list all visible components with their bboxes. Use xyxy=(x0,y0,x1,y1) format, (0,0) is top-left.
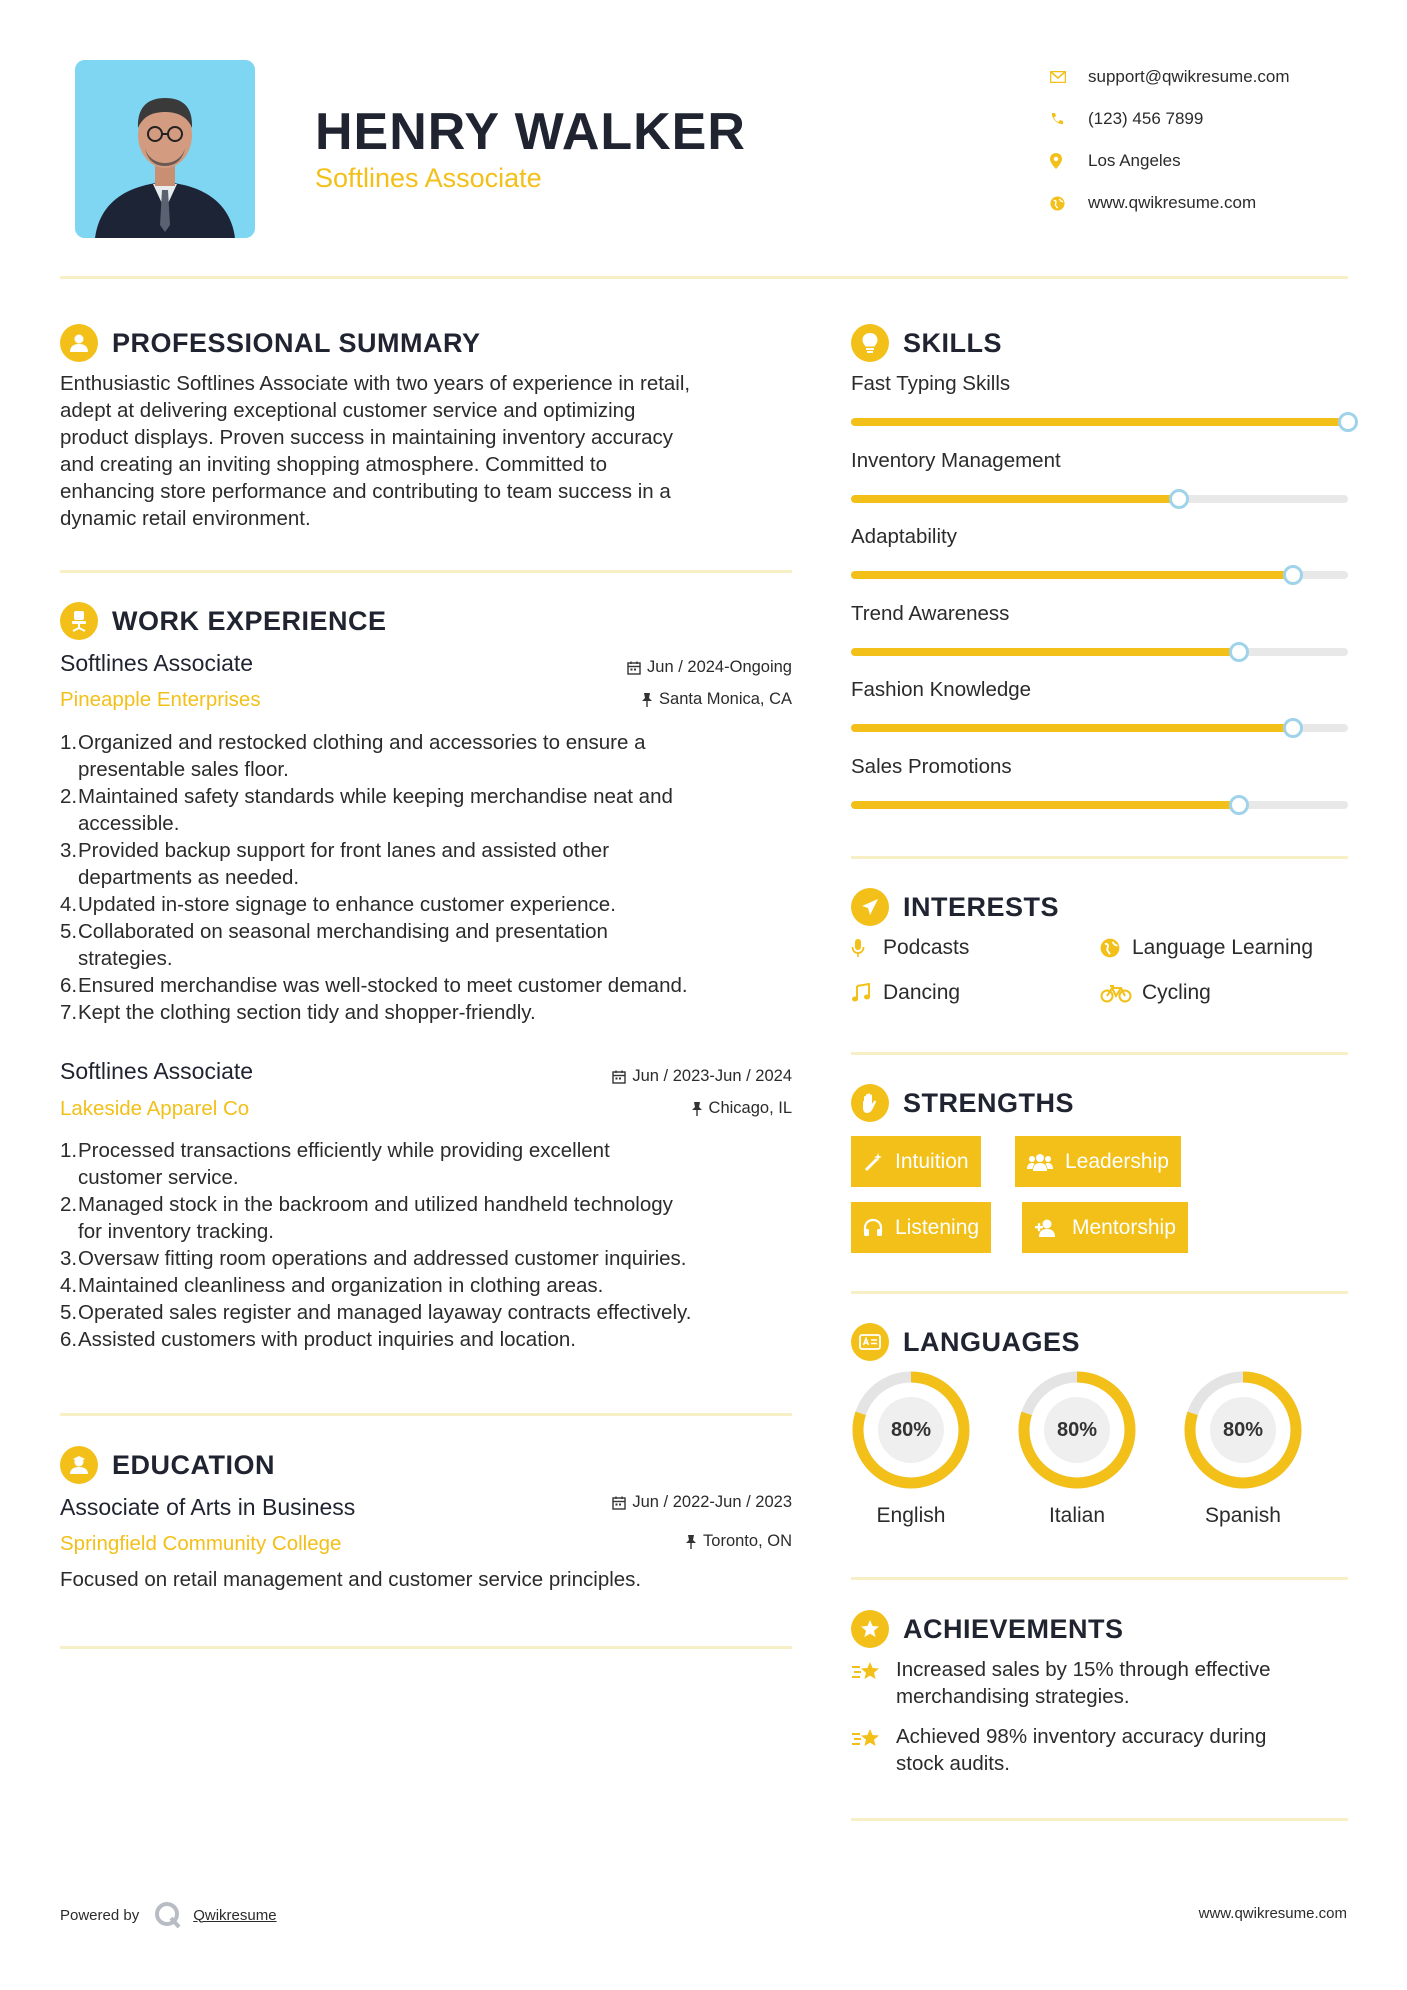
interest-cycling: Cycling xyxy=(1100,981,1211,1005)
section-divider xyxy=(851,1291,1348,1294)
achievement-item: Increased sales by 15% through effective merchandising strategies. xyxy=(851,1656,1271,1710)
contact-website[interactable] xyxy=(1050,182,1350,224)
header-divider xyxy=(60,276,1348,279)
list-item: 3. Provided backup support for front lanes and assisted other departments as needed. xyxy=(60,839,610,889)
section-divider xyxy=(851,1052,1348,1055)
school-name: Springfield Community College xyxy=(60,1532,342,1555)
globe-icon xyxy=(1050,196,1088,211)
job-1-title: Softlines Associate xyxy=(60,650,254,676)
map-pin-icon xyxy=(1050,153,1088,169)
language-percent: 80% xyxy=(1222,1418,1264,1441)
skill-bar-fill xyxy=(851,571,1293,579)
skill-item xyxy=(851,449,1349,503)
interest-podcasts: Podcasts xyxy=(851,936,969,960)
list-item: 4. Maintained cleanliness and organization in clothing areas. xyxy=(60,1274,604,1297)
section-divider xyxy=(60,1413,792,1416)
skills-heading: SKILLS xyxy=(851,324,1002,362)
degree-title: Associate of Arts in Business xyxy=(60,1494,356,1520)
footer-website[interactable]: www.qwikresume.com xyxy=(1198,1905,1347,1922)
footer-powered-by: Powered by Qwikresume xyxy=(60,1900,277,1930)
interest-dancing: Dancing xyxy=(851,981,960,1005)
skill-bar-track xyxy=(851,571,1348,579)
section-divider xyxy=(851,1818,1348,1821)
skill-item xyxy=(851,678,1349,732)
skill-bar-fill xyxy=(851,801,1239,809)
graduate-icon xyxy=(60,1446,98,1484)
language-card-icon xyxy=(851,1323,889,1361)
skill-level-knob xyxy=(1338,412,1358,432)
summary-heading: PROFESSIONAL SUMMARY xyxy=(60,324,481,362)
contact-block xyxy=(1050,56,1350,224)
skill-bar-fill xyxy=(851,724,1293,732)
shooting-star-icon xyxy=(851,1656,896,1710)
education-heading: EDUCATION xyxy=(60,1446,275,1484)
list-item: 2. Maintained safety standards while keeping merchandise neat and accessible. xyxy=(60,785,673,835)
education-description: Focused on retail management and customer service principles. xyxy=(60,1568,642,1591)
skill-level-knob xyxy=(1229,642,1249,662)
globe-icon xyxy=(1100,938,1132,958)
user-plus-icon xyxy=(1034,1218,1060,1238)
website-text: www.qwikresume.com xyxy=(1088,193,1257,212)
job-2-title: Softlines Associate xyxy=(60,1058,254,1084)
skill-bar-track xyxy=(851,418,1348,426)
bicycle-icon xyxy=(1100,983,1142,1003)
list-item: 2. Managed stock in the backroom and utilized handheld technology for inventory tracking. xyxy=(60,1193,673,1243)
skill-bar-track xyxy=(851,801,1348,809)
list-item: 3. Oversaw fitting room operations and addressed customer inquiries. xyxy=(60,1247,687,1270)
languages-heading: LANGUAGES xyxy=(851,1323,1080,1361)
list-item: 6. Assisted customers with product inquiries and location. xyxy=(60,1328,576,1351)
skill-label: Sales Promotions xyxy=(851,754,1012,778)
skill-item xyxy=(851,755,1349,809)
language-name: English xyxy=(876,1504,946,1527)
interests-heading: INTERESTS xyxy=(851,888,1059,926)
star-badge-icon xyxy=(851,1610,889,1648)
location-text: Los Angeles xyxy=(1088,151,1181,170)
chair-icon xyxy=(60,602,98,640)
paper-plane-icon xyxy=(851,888,889,926)
skill-level-knob xyxy=(1229,795,1249,815)
user-icon xyxy=(60,324,98,362)
job-1-location: Santa Monica, CA xyxy=(500,690,792,709)
skill-level-knob xyxy=(1283,565,1303,585)
users-icon xyxy=(1027,1152,1053,1172)
phone-icon xyxy=(1050,112,1088,126)
section-divider xyxy=(60,1646,792,1649)
achievement-item: Achieved 98% inventory accuracy during stock audits. xyxy=(851,1723,1266,1777)
job-1-duties xyxy=(60,729,798,1026)
magic-wand-icon xyxy=(863,1152,883,1172)
list-item: 4. Updated in-store signage to enhance customer experience. xyxy=(60,893,616,916)
strength-intuition: Intuition xyxy=(851,1136,981,1187)
skill-label: Trend Awareness xyxy=(851,601,1010,625)
contact-email[interactable] xyxy=(1050,56,1350,98)
interest-language-learning: Language Learning xyxy=(1100,936,1313,960)
profile-photo xyxy=(75,60,255,238)
headphones-icon xyxy=(863,1218,883,1238)
pushpin-icon xyxy=(691,1102,703,1116)
language-item xyxy=(1015,1368,1139,1528)
section-divider xyxy=(60,570,792,573)
microphone-icon xyxy=(851,938,883,958)
achievements-heading: ACHIEVEMENTS xyxy=(851,1610,1124,1648)
skill-item xyxy=(851,525,1349,579)
candidate-title: Softlines Associate xyxy=(315,163,542,193)
language-percent: 80% xyxy=(1056,1418,1098,1441)
calendar-icon xyxy=(627,661,641,675)
shooting-star-icon xyxy=(851,1723,896,1777)
language-percent: 80% xyxy=(890,1418,932,1441)
strength-leadership: Leadership xyxy=(1015,1136,1181,1187)
job-2-duties xyxy=(60,1137,798,1353)
list-item: 1. Organized and restocked clothing and accessories to ensure a presentable sales floor. xyxy=(60,731,646,781)
qwikresume-link[interactable]: Qwikresume xyxy=(193,1906,277,1924)
skill-bar-fill xyxy=(851,495,1179,503)
language-name: Spanish xyxy=(1205,1504,1281,1527)
skill-label: Fast Typing Skills xyxy=(851,372,1011,395)
list-item: 5. Operated sales register and managed layaway contracts effectively. xyxy=(60,1301,692,1324)
skill-label: Adaptability xyxy=(851,525,957,548)
skill-label: Fashion Knowledge xyxy=(851,678,1032,701)
list-item: 7. Kept the clothing section tidy and shopper-friendly. xyxy=(60,1001,536,1024)
skill-bar-track xyxy=(851,648,1348,656)
language-progress-ring xyxy=(1015,1368,1139,1492)
language-progress-ring xyxy=(1181,1368,1305,1492)
strength-listening: Listening xyxy=(851,1202,991,1253)
language-name: Italian xyxy=(1048,1504,1106,1527)
education-dates: Jun / 2022-Jun / 2023 xyxy=(500,1493,792,1512)
skill-label: Inventory Management xyxy=(851,448,1061,472)
summary-text: Enthusiastic Softlines Associate with two years of experience in retail, adept at delivering exceptional customer service and optimizing product displays. Proven success in maintaining inventory accuracy and creating an inviting shopping atmosphere. Committed to enhancing store performance and contributing to team success in a dynamic retail environment. xyxy=(60,372,691,530)
candidate-name: HENRY WALKER xyxy=(315,103,746,161)
skill-item xyxy=(851,602,1349,656)
contact-phone[interactable] xyxy=(1050,98,1350,140)
hand-icon xyxy=(851,1084,889,1122)
calendar-icon xyxy=(612,1070,626,1084)
job-2-dates: Jun / 2023-Jun / 2024 xyxy=(500,1067,792,1086)
envelope-icon xyxy=(1050,71,1088,83)
pushpin-icon xyxy=(641,693,653,707)
phone-text: (123) 456 7899 xyxy=(1088,109,1204,128)
job-2-location: Chicago, IL xyxy=(500,1099,792,1118)
list-item: 5. Collaborated on seasonal merchandising and presentation strategies. xyxy=(60,920,608,970)
calendar-icon xyxy=(612,1496,626,1510)
section-divider xyxy=(851,1577,1348,1580)
job-1-company: Pineapple Enterprises xyxy=(60,688,261,711)
pushpin-icon xyxy=(685,1535,697,1549)
experience-heading: WORK EXPERIENCE xyxy=(60,602,387,640)
language-progress-ring xyxy=(849,1368,973,1492)
language-item xyxy=(849,1368,973,1528)
skill-bar-fill xyxy=(851,418,1348,426)
contact-location xyxy=(1050,140,1350,182)
skill-bar-track xyxy=(851,724,1348,732)
skill-bar-fill xyxy=(851,648,1239,656)
lightbulb-icon xyxy=(851,324,889,362)
list-item: 1. Processed transactions efficiently while providing excellent customer service. xyxy=(60,1139,610,1189)
skill-level-knob xyxy=(1169,489,1189,509)
job-2-company: Lakeside Apparel Co xyxy=(60,1097,250,1120)
email-text: support@qwikresume.com xyxy=(1088,67,1290,86)
qwikresume-logo-icon xyxy=(153,1900,183,1930)
skill-bar-track xyxy=(851,495,1348,503)
skill-item xyxy=(851,372,1349,426)
skill-level-knob xyxy=(1283,718,1303,738)
section-divider xyxy=(851,856,1348,859)
list-item: 6. Ensured merchandise was well-stocked to meet customer demand. xyxy=(60,974,688,997)
job-1-dates: Jun / 2024-Ongoing xyxy=(500,658,792,677)
education-location: Toronto, ON xyxy=(500,1532,792,1551)
strengths-heading: STRENGTHS xyxy=(851,1084,1074,1122)
language-item xyxy=(1181,1368,1305,1528)
strength-mentorship: Mentorship xyxy=(1022,1202,1188,1253)
music-note-icon xyxy=(851,983,883,1003)
